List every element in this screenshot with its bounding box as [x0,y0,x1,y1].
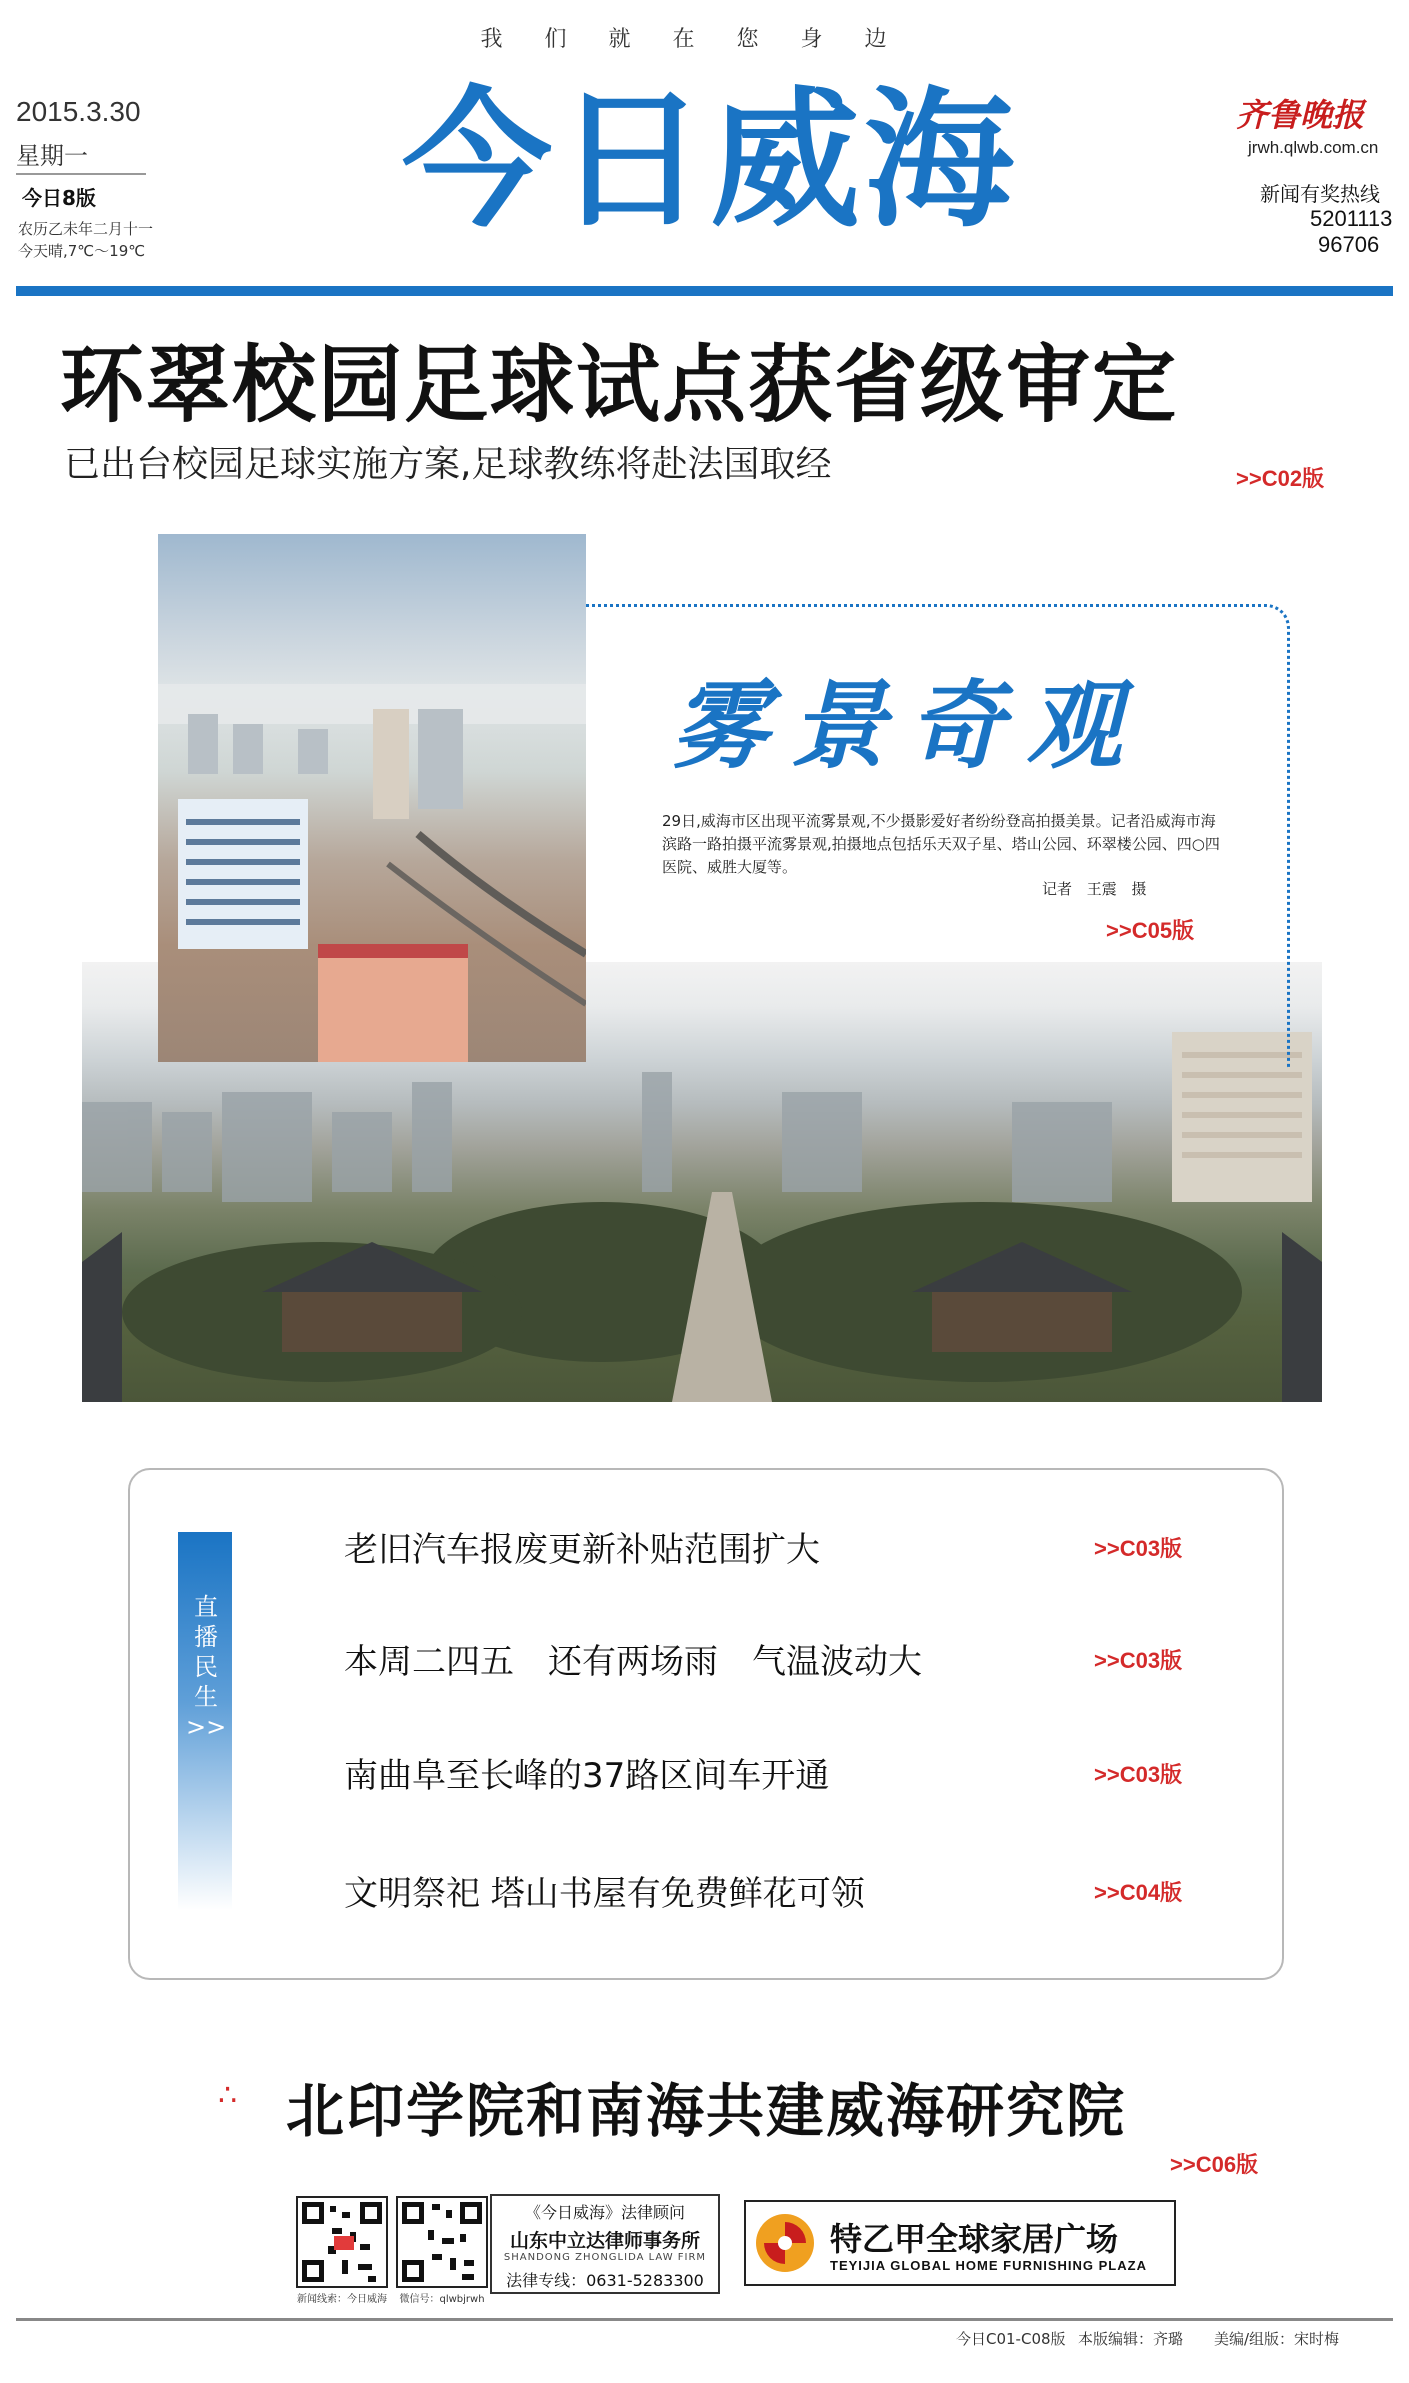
hotline-label: 新闻有奖热线 [1260,182,1380,206]
qr-caption-2: 微信号：qlwbjrwh [399,2294,485,2305]
qr-code-wechat-icon[interactable] [396,2196,488,2288]
news-item-2[interactable]: 本周二四五 还有两场雨 气温波动大 [344,1642,922,1682]
feature-title[interactable]: 雾景奇观 [672,669,1144,782]
news-item-4[interactable]: 文明祭祀 塔山书屋有免费鲜花可领 [344,1874,865,1914]
second-headline[interactable]: 北印学院和南海共建威海研究院 [286,2077,1127,2145]
masthead-divider [16,286,1393,296]
qr-code-icon[interactable] [296,2196,388,2288]
furniture-ad-name: 特乙甲全球家居广场 [830,2220,1119,2258]
law-ad-english-name: SHANDONG ZHONGLIDA LAW FIRM [503,2252,707,2263]
news-item-3[interactable]: 南曲阜至长峰的37路区间车开通 [344,1756,830,1796]
publisher-logo: 齐鲁晚报 [1236,96,1365,134]
furniture-ad-english-name: TEYIJIA GLOBAL HOME FURNISHING PLAZA [830,2258,1147,2273]
issue-date: 2015.3.30 [16,96,141,127]
footer-designer: 美编/组版：宋时梅 [1214,2330,1340,2348]
feature-page-ref[interactable]: >>C05版 [1106,918,1195,943]
section-tag-label: 直播民生>> [186,1593,227,1741]
newspaper-title-logo: 今日威海 [401,72,1018,248]
fog-city-photo [158,534,586,1062]
masthead-slogan: 我们就在您身边 [480,27,929,52]
lunar-date: 农历乙未年二月十一 [18,220,154,238]
qr-pattern-icon [398,2198,486,2286]
law-ad-firm-name: 山东中立达律师事务所 [509,2230,700,2252]
footer-page-range: 今日C01-C08版 [956,2330,1066,2348]
bullet-dots-icon: ∴ [218,2078,238,2113]
issue-weekday: 星期一 [16,136,146,175]
news-item-4-ref[interactable]: >>C04版 [1094,1880,1183,1905]
news-item-3-ref[interactable]: >>C03版 [1094,1762,1183,1787]
news-item-1-ref[interactable]: >>C03版 [1094,1536,1183,1561]
furniture-logo-icon [756,2214,814,2272]
lead-headline[interactable]: 环翠校园足球试点获省级审定 [60,336,1179,434]
publisher-url[interactable]: jrwh.qlwb.com.cn [1248,138,1379,157]
qr-pattern-icon [298,2198,386,2286]
law-ad-line-1: 《今日威海》法律顾问 [524,2203,685,2222]
hotline-number-1: 5201113 [1310,206,1393,231]
footer-divider [16,2318,1393,2321]
swirl-icon [756,2214,814,2272]
lead-subhead: 已出台校园足球实施方案,足球教练将赴法国取经 [64,444,832,485]
photo-credit: 记者 王震 摄 [1042,880,1147,898]
hotline-number-2: 96706 [1318,232,1380,257]
feature-caption: 29日,威海市区出现平流雾景观,不少摄影爱好者纷纷登高拍摄美景。记者沿威海市海滨路一路拍摄平流雾景观,拍摄地点包括乐天双子星、塔山公园、环翠楼公园、四○四医院、威胜大厦等。 [662,812,1220,876]
edition-count: 今日8版 [22,186,96,210]
weather-info: 今天晴,7℃～19℃ [18,242,146,260]
news-item-1[interactable]: 老旧汽车报废更新补贴范围扩大 [344,1530,820,1570]
fog-towers-illustration [158,534,586,1062]
second-page-ref[interactable]: >>C06版 [1170,2152,1259,2177]
law-ad-phone: 法律专线：0631-5283300 [506,2271,704,2290]
qr-caption-1: 新闻线索：今日威海 [297,2294,387,2305]
lead-page-ref[interactable]: >>C02版 [1236,466,1325,491]
footer-editor: 本版编辑：齐璐 [1078,2330,1184,2348]
news-item-2-ref[interactable]: >>C03版 [1094,1648,1183,1673]
